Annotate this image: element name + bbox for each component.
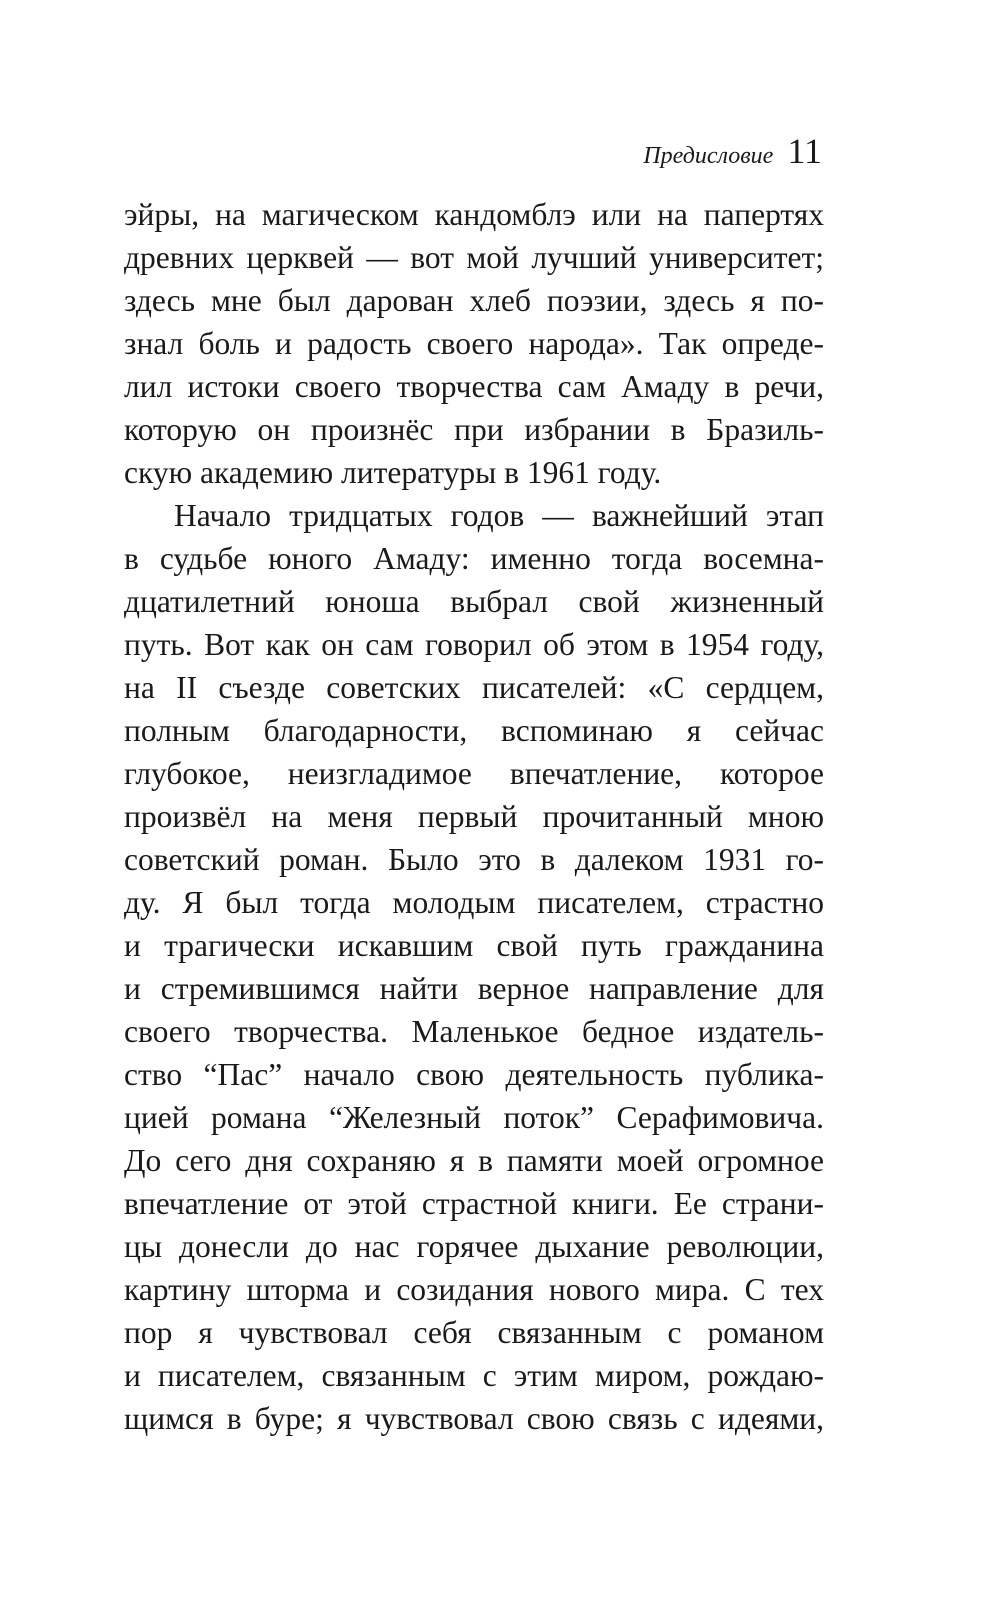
text-line: которую он произнёс при избрании в Бразиль-: [124, 412, 824, 447]
text-line: Начало тридцатых годов — важнейший этап: [174, 498, 824, 533]
paragraph-2: [124, 494, 824, 1440]
text-line: пор я чувствовал себя связанным с романом: [124, 1315, 824, 1350]
text-line: скую академию литературы в 1961 году.: [124, 455, 662, 490]
text-line: дцатилетний юноша выбрал свой жизненный: [124, 584, 824, 619]
section-title: Предисловие: [643, 143, 774, 169]
text-line: картину шторма и созидания нового мира. С тех: [124, 1272, 824, 1307]
text-line: щимся в буре; я чувствовал свою связь с идеями,: [124, 1401, 824, 1436]
page-number: 11: [787, 131, 822, 171]
text-line: и трагически искавшим свой путь гражданина: [124, 928, 824, 963]
text-line: советский роман. Было это в далеком 1931 го-: [124, 842, 824, 877]
text-line: здесь мне был дарован хлеб поэзии, здесь я по-: [124, 283, 824, 318]
text-line: цы донесли до нас горячее дыхание революции,: [124, 1229, 824, 1264]
text-line: полным благодарности, вспоминаю я сейчас: [124, 713, 824, 748]
text-line: древних церквей — вот мой лучший университет;: [124, 240, 824, 275]
text-line: лил истоки своего творчества сам Амаду в речи,: [124, 369, 824, 404]
text-line: и стремившимся найти верное направление для: [124, 971, 824, 1006]
text-line: своего творчества. Маленькое бедное издатель-: [124, 1014, 824, 1049]
text-line: на II съезде советских писателей: «С сердцем,: [124, 670, 824, 705]
text-line: путь. Вот как он сам говорил об этом в 1954 году,: [124, 627, 824, 662]
text-line: впечатление от этой страстной книги. Ее страни-: [124, 1186, 824, 1221]
text-line: ду. Я был тогда молодым писателем, страстно: [124, 885, 824, 920]
body-text: [124, 193, 824, 1440]
text-line: эйры, на магическом кандомблэ или на папертях: [124, 197, 824, 232]
running-head: [643, 130, 822, 172]
text-line: До сего дня сохраняю я в памяти моей огромное: [124, 1143, 824, 1178]
text-line: глубокое, неизгладимое впечатление, которое: [124, 756, 824, 791]
text-line: ство “Пас” начало свою деятельность публика-: [124, 1057, 824, 1092]
paragraph-1: [124, 193, 824, 494]
text-line: в судьбе юного Амаду: именно тогда восемна-: [124, 541, 824, 576]
text-line: знал боль и радость своего народа». Так опреде-: [124, 326, 824, 361]
text-line: произвёл на меня первый прочитанный мною: [124, 799, 824, 834]
text-line: цией романа “Железный поток” Серафимовича.: [124, 1100, 824, 1135]
text-line: и писателем, связанным с этим миром, рождаю-: [124, 1358, 824, 1393]
